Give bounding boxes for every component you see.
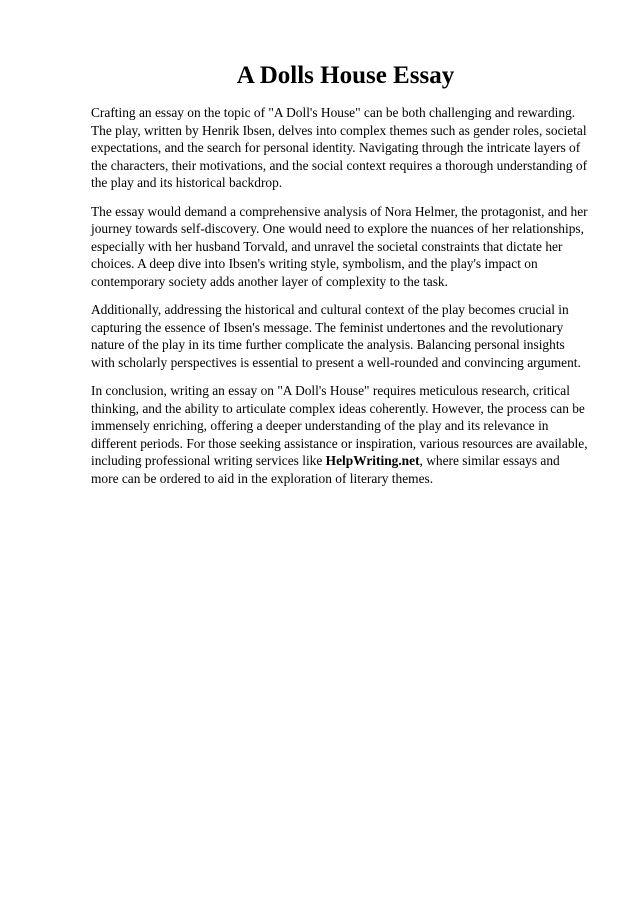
paragraph-3: Additionally, addressing the historical and cultural context of the play becomes crucial in capturing the essence of Ibsen's message. The feminist undertones and the revolutionary nature of the play in its time further complicate the analysis. Balancing personal insights with scholarly perspectives is essential to present a well-rounded and convincing argument. [91, 302, 581, 370]
paragraph-1: Crafting an essay on the topic of "A Doll's House" can be both challenging and rewarding. The play, written by Henrik Ibsen, delves into complex themes such as gender roles, societal expectations, and the search for personal identity. Navigating through the intricate layers of the characters, their motivations, and the social context requires a thorough understanding of the play and its historical backdrop. [91, 105, 588, 190]
document-body [91, 104, 590, 487]
helpwriting-link-text: HelpWriting.net [325, 453, 420, 468]
document-title: A Dolls House Essay [236, 62, 455, 89]
paragraph-4-text-start: In conclusion, writing an essay on "A Doll's House" requires meticulous research, critical thinking, and the ability to articulate complex ideas coherently. However, the process can be immensely enriching, offering a deeper understanding of the play and its relevance in different periods. For those seeking assistance or inspiration, various resources are available, including professional writing services like [91, 383, 588, 468]
paragraph-2: The essay would demand a comprehensive analysis of Nora Helmer, the protagonist, and her journey towards self-discovery. One would need to explore the nuances of her relationships, especially with her husband Torvald, and unravel the societal constraints that dictate her choices. A deep dive into Ibsen's writing style, symbolism, and the play's impact on contemporary society adds another layer of complexity to the task. [91, 203, 588, 289]
paragraph-4 [91, 382, 590, 487]
paragraph-4-text-end: , where similar essays and more can be ordered to aid in the exploration of literary themes. [91, 453, 560, 486]
